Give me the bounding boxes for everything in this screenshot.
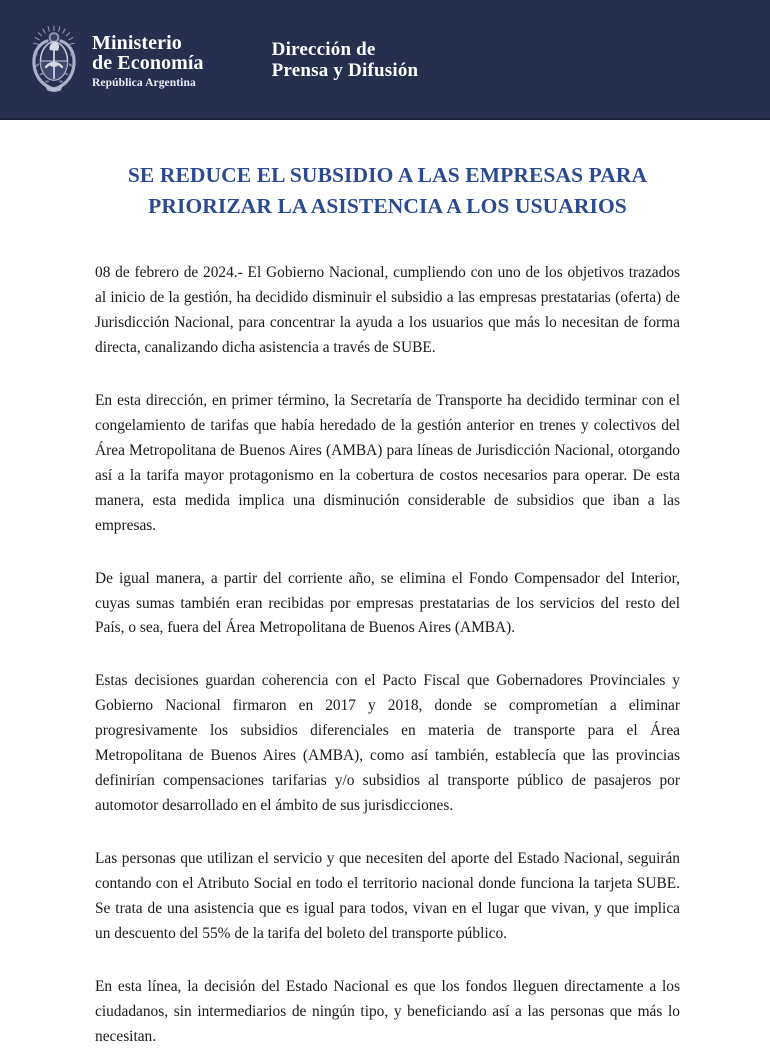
document-body — [0, 160, 770, 1050]
ministry-subtitle: República Argentina — [92, 76, 196, 89]
page-title-line-1: SE REDUCE EL SUBSIDIO A LAS EMPRESAS PARA — [127, 163, 648, 187]
press-paragraph: En esta dirección, en primer término, la Secretaría de Transporte ha decidido terminar con el congelamiento de tarifas que había heredado de la gestión anterior en trenes y colectivos del Área Metropolitana de Buenos Aires (AMBA) para líneas de Jurisdicción Nacional, otorgando así a la tarifa mayor protagonismo en la cobertura de costos necesarios para operar. De esta manera, esta medida implica una disminución considerable de subsidios que iban a las empresas. — [95, 391, 680, 534]
page-header — [0, 0, 770, 120]
department-line-1: Dirección de — [271, 39, 376, 61]
ministry-brand-lockup — [28, 23, 204, 97]
page-title-line-2: PRIORIZAR LA ASISTENCIA A LOS USUARIOS — [148, 193, 627, 218]
press-paragraph: Las personas que utilizan el servicio y que necesiten del aporte del Estado Nacional, seguirán contando con el Atributo Social en todo el territorio nacional donde funciona la tarjeta SUBE. Se trata de una asistencia que es igual para todos, vivan en el lugar que vivan, y que implica un descuento del 55% de la tarifa del boleto del transporte público. — [95, 850, 680, 942]
page-title — [95, 160, 680, 221]
press-paragraph: En esta línea, la decisión del Estado Nacional es que los fondos lleguen directamente a los ciudadanos, sin intermediarios de ningún tipo, y beneficiando así a las personas que más lo necesitan. — [95, 977, 680, 1045]
department-name-block — [272, 38, 419, 81]
argentina-coat-of-arms-icon — [28, 23, 80, 97]
press-paragraph: De igual manera, a partir del corriente año, se elimina el Fondo Compensador del Interior, cuyas sumas también eran recibidas por empresas prestatarias de los servicios del resto del País, o sea, fuera del Área Metropolitana de Buenos Aires (AMBA). — [95, 569, 680, 637]
ministry-name-block — [92, 31, 204, 90]
press-release-paragraphs — [95, 261, 680, 1050]
ministry-line-1: Ministerio — [92, 31, 182, 54]
press-paragraph: 08 de febrero de 2024.- El Gobierno Nacional, cumpliendo con uno de los objetivos trazados al inicio de la gestión, ha decidido disminuir el subsidio a las empresas prestatarias (oferta) de Jurisdicción Nacional, para concentrar la ayuda a los usuarios que más lo necesitan de forma directa, canalizando dicha asistencia a través de SUBE. — [95, 264, 680, 356]
ministry-line-2: de Economía — [92, 52, 204, 75]
department-line-2: Prensa y Difusión — [271, 60, 419, 81]
press-paragraph: Estas decisiones guardan coherencia con el Pacto Fiscal que Gobernadores Provinciales y Gobierno Nacional firmaron en 2017 y 2018, donde se comprometían a eliminar progresivamente los subsidios diferenciales en materia de transporte para el Área Metropolitana de Buenos Aires (AMBA), como así también, establecía que las provincias definirían compensaciones tarifarias y/o subsidios al transporte público de pasajeros por automotor desarrollado en el ámbito de sus jurisdicciones. — [95, 672, 680, 815]
